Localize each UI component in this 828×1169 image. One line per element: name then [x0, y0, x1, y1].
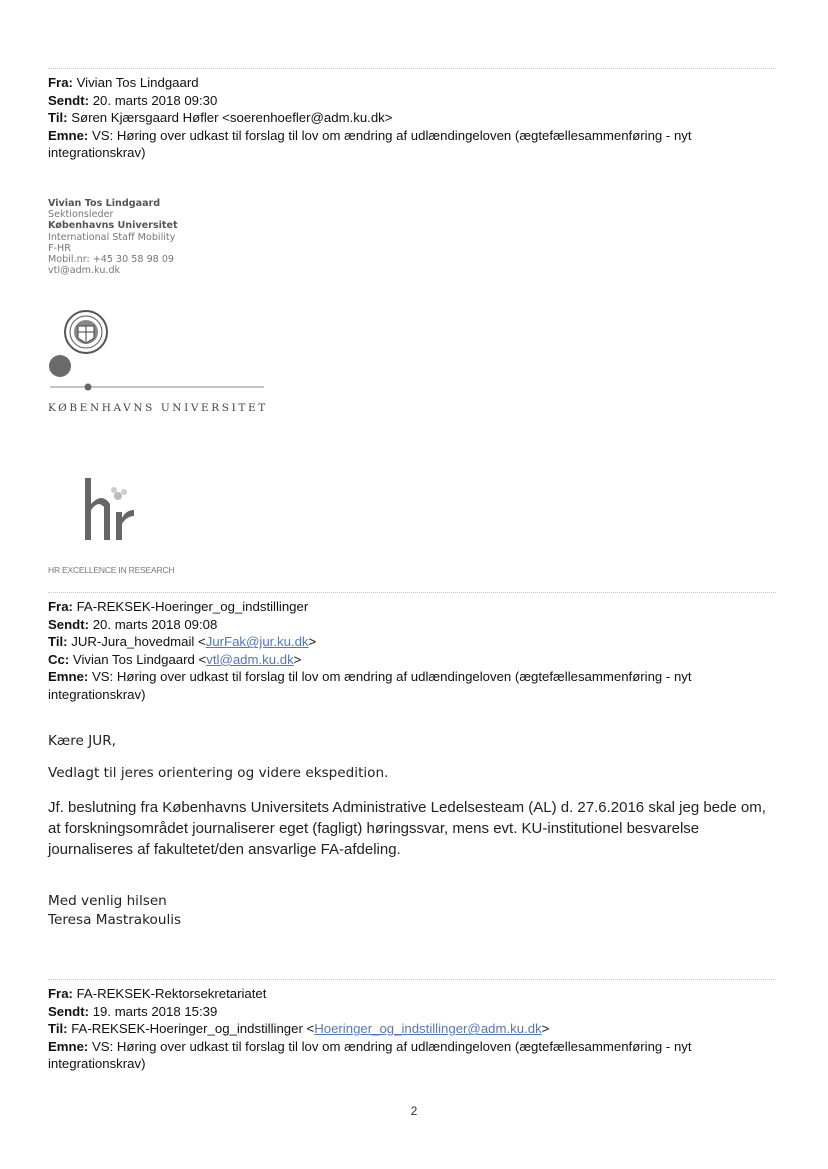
subject-line: Emne: VS: Høring over udkast til forslag til lov om ændring af udlændingeloven (ægtefællesammenføring - nyt [48, 669, 692, 685]
subject-continuation: integrationskrav) [48, 145, 146, 161]
body-paragraph [48, 797, 783, 860]
sent-value: 20. marts 2018 09:30 [92, 92, 218, 108]
sent-line: Sendt: 19. marts 2018 15:39 [48, 1003, 218, 1019]
cc-line: Cc: Vivian Tos Lindgaard <vtl@adm.ku.dk> [48, 651, 302, 667]
separator-top [48, 68, 776, 69]
separator-3 [48, 979, 776, 980]
subject-line: Emne: VS: Høring over udkast til forslag til lov om ændring af udlændingeloven (ægtefællesammenføring - nyt [48, 127, 692, 143]
signature-org: Københavns Universitet [48, 220, 178, 232]
from-value: Vivian Tos Lindgaard [76, 75, 199, 90]
sent-value: 20. marts 2018 09:08 [92, 616, 218, 632]
email-header-2 [48, 598, 768, 704]
hoeringer-email-link[interactable]: Hoeringer_og_indstillinger@adm.ku.dk [314, 1021, 542, 1037]
signature-email: vtl@adm.ku.dk [48, 265, 121, 277]
paragraph-line-1: Jf. beslutning fra Københavns Universitets Administrative Ledelsesteam (AL) d. 27.6.2016 skal jeg bede om, [48, 799, 766, 816]
subject-continuation: integrationskrav) [48, 1056, 146, 1072]
subject-line: Emne: VS: Høring over udkast til forslag til lov om ændring af udlændingeloven (ægtefællesammenføring - nyt [48, 1038, 692, 1054]
subject-value: VS: Høring over udkast til forslag til lov om ændring af udlændingeloven (ægtefællesammenføring - nyt [91, 669, 692, 685]
greeting: Kære JUR, [48, 733, 116, 749]
to-line: Til: Søren Kjærsgaard Høfler <soerenhoefler@adm.ku.dk> [48, 110, 393, 126]
ku-seal-logo [44, 308, 274, 400]
subject-continuation: integrationskrav) [48, 686, 146, 702]
signature-block [48, 198, 178, 276]
to-value: Søren Kjærsgaard Høfler <soerenhoefler@adm.ku.dk> [71, 110, 393, 126]
paragraph-line-3: journaliseres af fakultetet/den ansvarlige FA-afdeling. [48, 841, 401, 858]
jurfak-email-link[interactable]: JurFak@jur.ku.dk [205, 634, 309, 650]
ku-wordmark: KØBENHAVNS UNIVERSITET [48, 402, 268, 414]
separator-2 [48, 592, 776, 593]
from-value: FA-REKSEK-Hoeringer_og_indstillinger [76, 599, 309, 614]
from-line: Fra: Vivian Tos Lindgaard [48, 75, 199, 90]
page-number: 2 [410, 1104, 418, 1118]
closing-name: Teresa Mastrakoulis [48, 912, 182, 928]
signature-dept: F-HR [48, 242, 71, 254]
email-header-3 [48, 985, 768, 1073]
signature-unit: International Staff Mobility [48, 231, 176, 243]
email-header-1 [48, 74, 768, 162]
from-line: Fra: FA-REKSEK-Hoeringer_og_indstillinger [48, 599, 309, 614]
vtl-email-link[interactable]: vtl@adm.ku.dk [206, 651, 294, 667]
from-value: FA-REKSEK-Rektorsekretariatet [76, 986, 267, 1001]
closing: Med venlig hilsen [48, 893, 167, 909]
sent-line: Sendt: 20. marts 2018 09:08 [48, 616, 218, 632]
signature-phone: Mobil.nr: +45 30 58 98 09 [48, 254, 175, 266]
signature-title: Sektionsleder [48, 209, 114, 221]
sent-line: Sendt: 20. marts 2018 09:30 [48, 92, 218, 108]
body-line-1: Vedlagt til jeres orientering og videre ekspedition. [48, 765, 389, 781]
hr-excellence-tagline: HR EXCELLENCE IN RESEARCH [48, 565, 175, 575]
subject-value: VS: Høring over udkast til forslag til lov om ændring af udlændingeloven (ægtefællesammenføring - nyt [91, 127, 692, 143]
to-line: Til: FA-REKSEK-Hoeringer_og_indstillinger <Hoeringer_og_indstillinger@adm.ku.dk> [48, 1021, 550, 1037]
sent-value: 19. marts 2018 15:39 [92, 1003, 218, 1019]
subject-value: VS: Høring over udkast til forslag til lov om ændring af udlændingeloven (ægtefællesammenføring - nyt [91, 1038, 692, 1054]
hr-excellence-logo [80, 474, 140, 544]
from-line: Fra: FA-REKSEK-Rektorsekretariatet [48, 986, 267, 1001]
closing-block [48, 892, 181, 930]
to-line: Til: JUR-Jura_hovedmail <JurFak@jur.ku.dk> [48, 634, 317, 650]
signature-name: Vivian Tos Lindgaard [48, 198, 161, 209]
paragraph-line-2: at forskningsområdet journaliserer eget (fagligt) høringssvar, mens evt. KU-institutionel besvarelse [48, 820, 700, 837]
